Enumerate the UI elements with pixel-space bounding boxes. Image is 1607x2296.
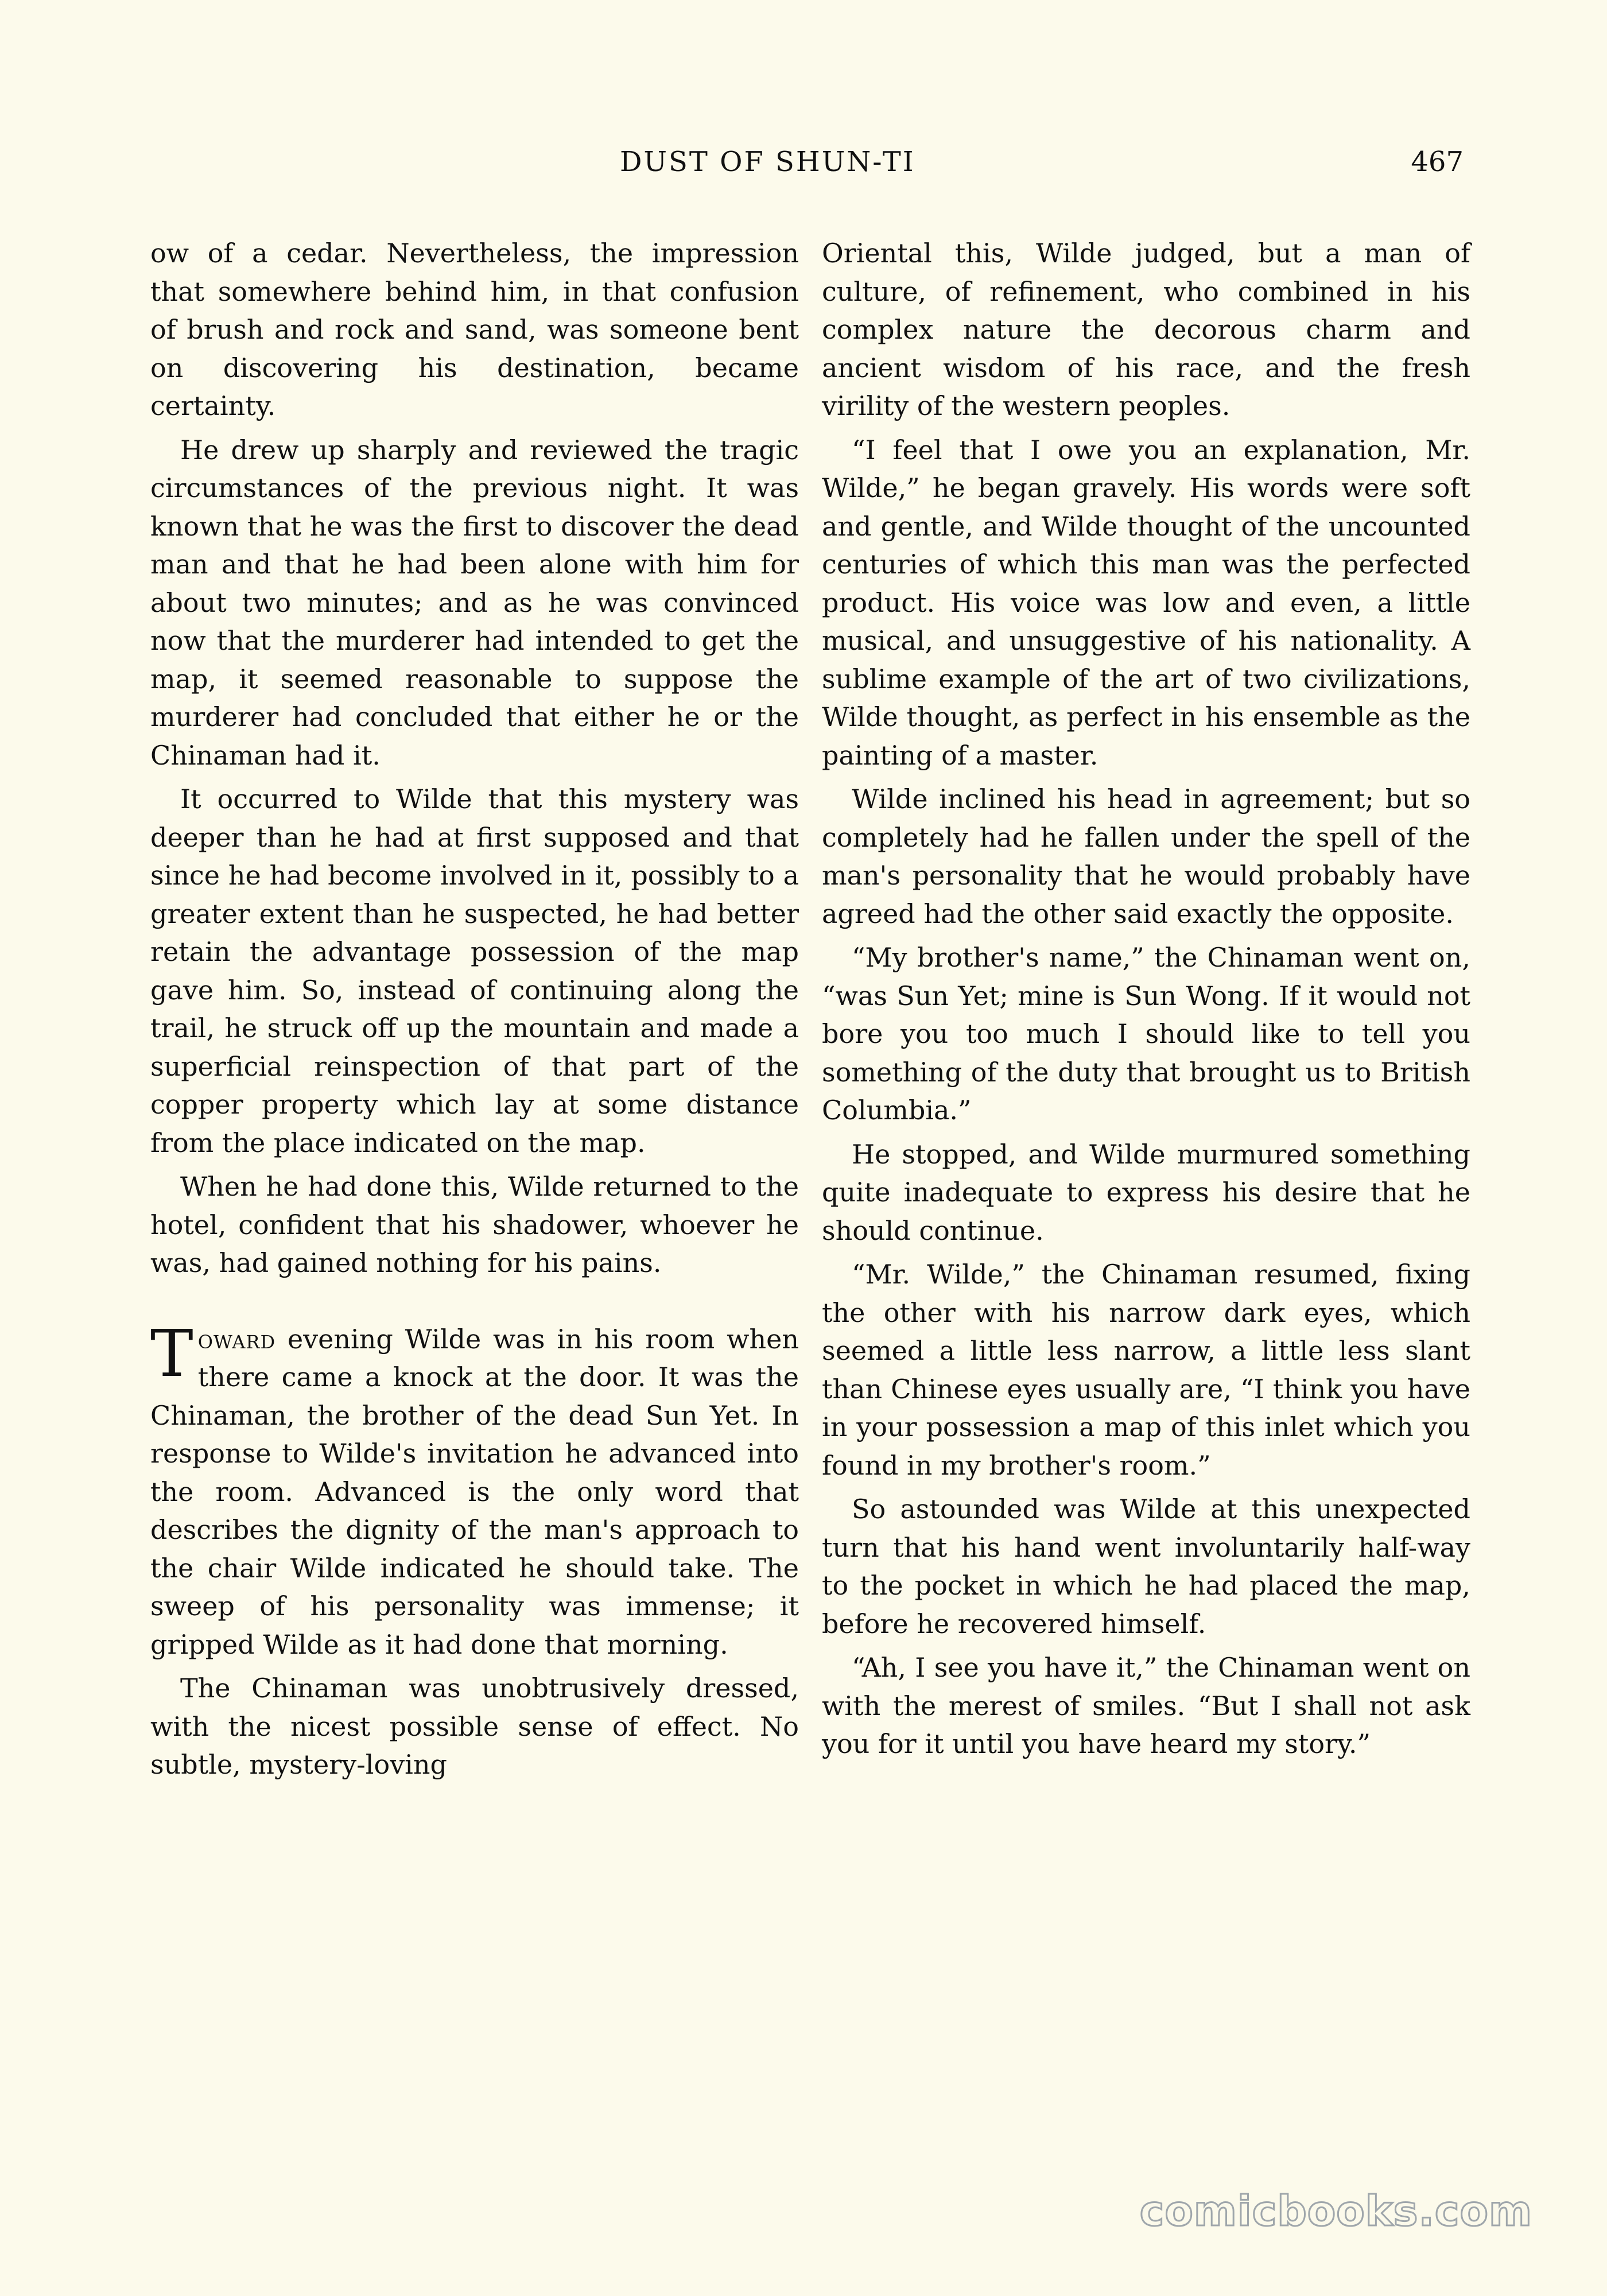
paragraph: “Ah, I see you have it,” the Chinaman went on with the merest of smiles. “But I shall not ask you for it until you have heard my story.” [822, 1652, 1470, 1759]
paragraph: He drew up sharply and reviewed the tragic circumstances of the previous night. It was known that he was the first to discover the dead man and that he had been alone with him for about two minutes; and as he was convinced now that the murderer had intended to get the map, it seemed reasonable to suppose the murderer had concluded that either he or the Chinaman had it. [150, 434, 799, 771]
paragraph: “I feel that I owe you an explanation, Mr. Wilde,” he began gravely. His words were soft and gentle, and Wilde thought of the uncounted centuries of which this man was the perfected product. His voice was low and even, a little musical, and unsuggestive of his nationality. A sublime example of the art of two civilizations, Wilde thought, as perfect in his ensemble as the painting of a master. [822, 434, 1470, 771]
paragraph: “Mr. Wilde,” the Chinaman resumed, fixing the other with his narrow dark eyes, which seemed a little less narrow, a little less slant than Chinese eyes usually are, “I think you have in your possession a map of this inlet which you found in my brother's room.” [822, 1259, 1470, 1481]
paragraph: Wilde inclined his head in agreement; but so completely had he fallen under the spell of the man's personality that he would probably have agreed had the other said exactly the opposite. [822, 784, 1470, 929]
drop-cap: T [150, 1316, 193, 1391]
paragraph: So astounded was Wilde at this unexpected turn that his hand went involuntarily half-way to the pocket in which he had placed the map, before he recovered himself. [822, 1494, 1470, 1639]
running-head [620, 146, 1464, 186]
small-caps-lead: oward [197, 1323, 276, 1355]
paragraph: The Chinaman was unobtrusively dressed, with the nicest possible sense of effect. No subtle, mystery-loving [150, 1673, 799, 1780]
left-column [150, 234, 799, 1790]
running-title: DUST OF SHUN-TI [620, 146, 915, 178]
section-break [150, 1288, 799, 1320]
watermark-logo: comicbooks.com [1139, 2187, 1532, 2235]
paragraph: ow of a cedar. Nevertheless, the impression that somewhere behind him, in that confusion of brush and rock and sand, was someone bent on discovering his destination, became certainty. [150, 238, 799, 421]
page-number: 467 [1411, 146, 1464, 178]
paragraph-text: evening Wilde was in his room when there came a knock at the door. It was the Chinaman, the brother of the dead Sun Yet. In response to Wilde's invitation he advanced into the room. Advanced is the only word that describes the dignity of the man's approach to the chair Wilde indicated he should take. The sweep of his personality was immense; it gripped Wilde as it had done that morning. [150, 1323, 799, 1660]
paragraph: It occurred to Wilde that this mystery was deeper than he had at first supposed and that since he had become involved in it, possibly to a greater extent than he suspected, he had better retain the advantage possession of the map gave him. So, instead of continuing along the trail, he struck off up the mountain and made a superficial reinspection of that part of the copper property which lay at some distance from the place indicated on the map. [150, 784, 799, 1158]
paragraph: When he had done this, Wilde returned to the hotel, confident that his shadower, whoever he was, had gained nothing for his pains. [150, 1171, 799, 1278]
right-column [822, 234, 1470, 1769]
paragraph: Oriental this, Wilde judged, but a man of culture, of refinement, who combined in his complex nature the decorous charm and ancient wisdom of his race, and the fresh virility of the western peoples. [822, 238, 1470, 421]
paragraph: “My brother's name,” the Chinaman went on, “was Sun Yet; mine is Sun Wong. If it would not bore you too much I should like to tell you something of the duty that brought us to British Columbia.” [822, 942, 1470, 1126]
paragraph: He stopped, and Wilde murmured something quite inadequate to express his desire that he should continue. [822, 1138, 1470, 1246]
section-opening-paragraph [150, 1316, 799, 1664]
